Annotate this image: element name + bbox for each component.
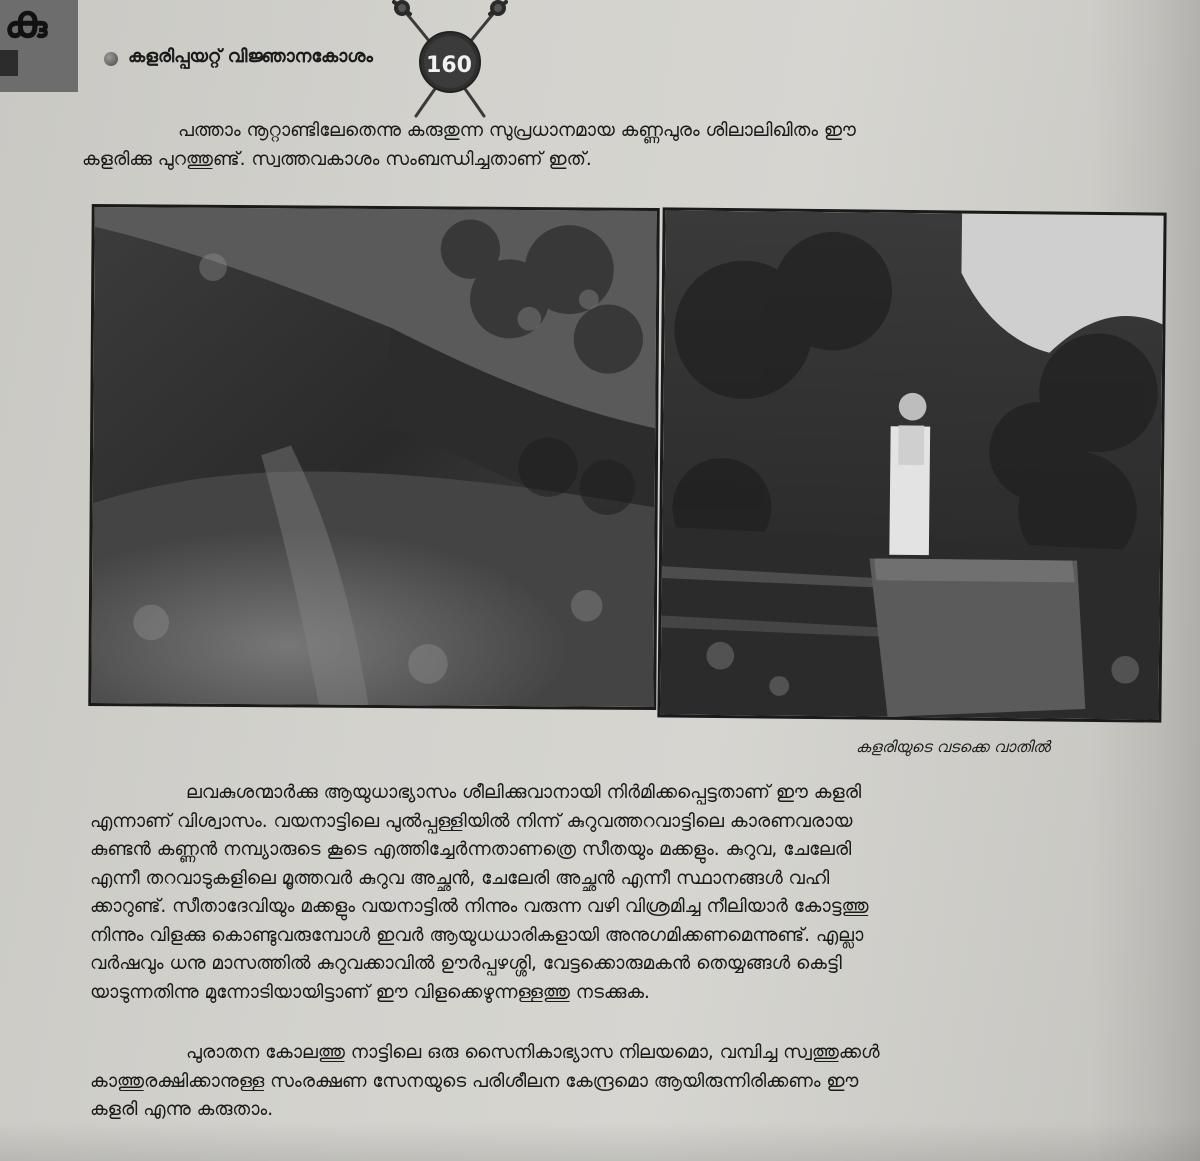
thumb-tab-shadow [0,50,18,76]
text-line: കാത്തുരക്ഷിക്കാനുള്ള സംരക്ഷണ സേനയുടെ പരിശീലന കേന്ദ്രമൊ ആയിരുന്നിരിക്കണം ഈ [90,1070,859,1092]
text-line: എന്നീ തറവാടുകളിലെ മൂത്തവർ കുറുവ അച്ഛൻ, ചേലേരി അച്ഛൻ എന്നീ സ്ഥാനങ്ങൾ വഹി [90,867,830,889]
photo-left-image [91,207,656,707]
book-title: കളരിപ്പയറ്റ് വിജ്ഞാനകോശം [128,46,373,67]
section-thumb-tab [0,0,78,92]
body-paragraph-2 [90,1039,1146,1125]
body-paragraph-1 [90,779,1146,1007]
text-line: ലവകുശന്മാർക്കു ആയുധാഭ്യാസം ശീലിക്കുവാനായി നിർമിക്കപ്പെട്ടതാണ് ഈ കളരി [186,782,862,803]
page-number: 160 [426,52,472,78]
header-bullet-icon [104,52,118,66]
photo-kalari-north-wall [88,204,659,710]
text-line: ക്കാറുണ്ട്. സീതാദേവിയും മക്കളും വയനാട്ടിൽ നിന്നും വരുന്ന വഴി വിശ്രമിച്ച നീലിയാർ കോട്ടത്തു [90,896,869,917]
intro-paragraph [82,117,1180,174]
figure-caption: കളരിയുടെ വടക്കെ വാതിൽ [855,738,1050,756]
text-line: കളരി എന്നു കരുതാം. [90,1099,274,1120]
text-line: യാടുന്നതിന്നു മുന്നോടിയായിട്ടാണ് ഈ വിളക്കെഴുന്നള്ളത്തു നടക്കുക. [90,981,650,1003]
page-bottom-shadow [0,1121,1200,1161]
section-letter: കു [4,0,48,48]
photo-kalari-north-gate [657,207,1166,722]
text-line: എന്നാണ് വിശ്വാസം. വയനാട്ടിലെ പുൽപ്പള്ളിയിൽ നിന്ന് കുറുവത്തറവാട്ടിലെ കാരണവരായ [90,810,853,832]
text-line: കുണ്ടൻ കണ്ണൻ നമ്പ്യാരുടെ കൂടെ എത്തിച്ചേർന്നതാണത്രെ സീതയും മക്കളും. കുറുവ, ചേലേരി [90,839,852,860]
text-line: വർഷവും ധനു മാസത്തിൽ കുറുവക്കാവിൽ ഊർപ്പഴശ്ശി, വേട്ടക്കൊരുമകൻ തെയ്യങ്ങൾ കെട്ടി [90,953,842,974]
text-line: പത്താം നൂറ്റാണ്ടിലേതെന്നു കരുതുന്ന സുപ്രധാനമായ കണ്ണപുരം ശിലാലിഖിതം ഈ [178,120,856,141]
text-line: കളരിക്കു പുറത്തുണ്ട്. സ്വത്തവകാശം സംബന്ധിച്ചതാണ് ഇത്. [82,148,592,170]
photo-right-image [660,210,1163,719]
text-line: നിന്നും വിളക്കു കൊണ്ടുവരുമ്പോൾ ഇവർ ആയുധധാരികളായി അനുഗമിക്കണമെന്നുണ്ട്. എല്ലാ [90,924,864,946]
text-line: പുരാതന കോലത്തു നാട്ടിലെ ഒരു സൈനികാഭ്യാസ നിലയമൊ, വമ്പിച്ച സ്വത്തുക്കൾ [186,1042,880,1063]
